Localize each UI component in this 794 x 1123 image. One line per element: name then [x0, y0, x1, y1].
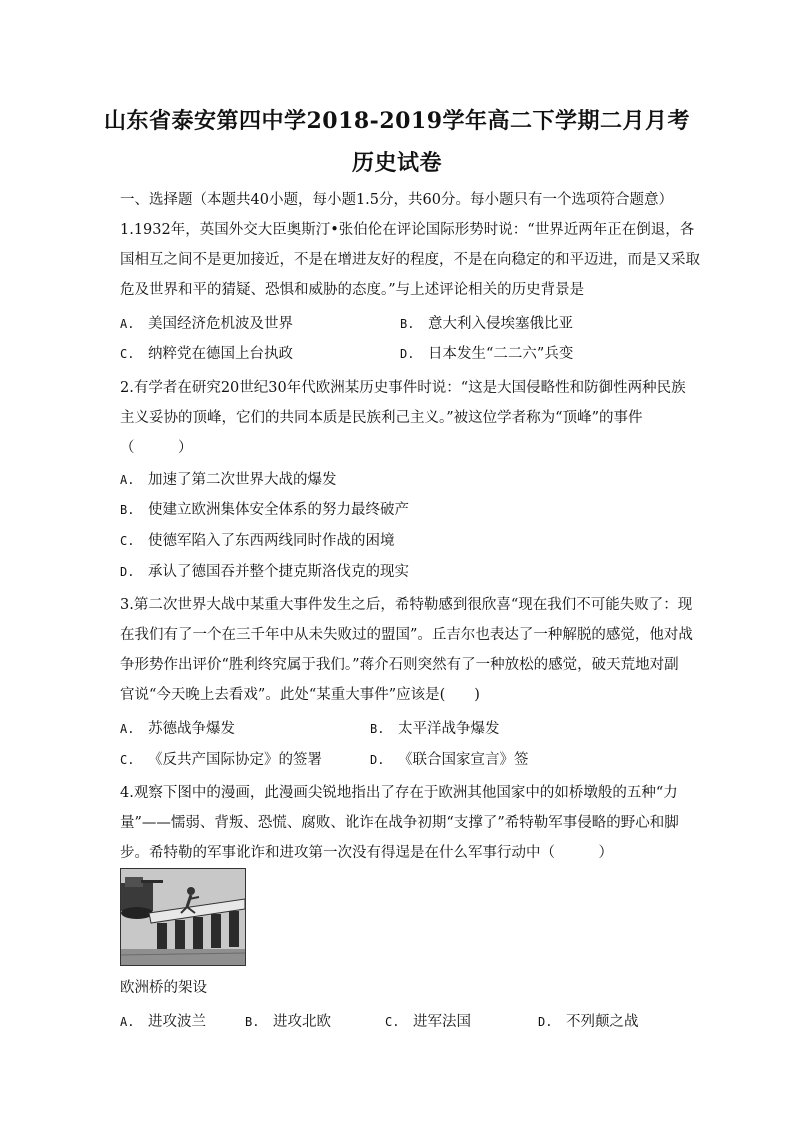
q2-line-1: 2.有学者在研究20世纪30年代欧洲某历史事件时说：“这是大国侵略性和防御性两种民族 [120, 380, 686, 396]
q2-line-3: （ ） [120, 440, 193, 456]
q3-line-3: 争形势作出评价“胜利终究属于我们。”蒋介石则突然有了一种放松的感觉，破天荒地对副 [120, 657, 679, 673]
q1-option-c: C. 纳粹党在德国上台执政 [120, 346, 293, 362]
exam-subtitle: 历史试卷 [351, 150, 442, 176]
q1-option-a: A. 美国经济危机波及世界 [120, 316, 293, 332]
q2-option-c: C. 使德军陷入了东西两线同时作战的困境 [120, 533, 395, 549]
q4-option-a: A. 进攻波兰 [120, 1014, 206, 1030]
q1-option-d: D. 日本发生“二二六”兵变 [400, 346, 574, 362]
q3-option-c: C. 《反共产国际协定》的签署 [120, 752, 322, 768]
q3-option-b: B. 太平洋战争爆发 [370, 721, 500, 737]
q1-line-1: 1.1932年，英国外交大臣奥斯汀•张伯伦在评论国际形势时说：“世界近两年正在倒退，各 [120, 222, 695, 238]
q2-option-d: D. 承认了德国吞并整个捷克斯洛伐克的现实 [120, 564, 409, 580]
europe-bridge-cartoon-image [120, 868, 246, 966]
q3-line-1: 3.第二次世界大战中某重大事件发生之后，希特勒感到很欣喜“现在我们不可能失败了：现 [120, 597, 693, 613]
q4-option-c: C. 进军法国 [385, 1014, 471, 1030]
q4-option-d: D. 不列颠之战 [538, 1014, 639, 1030]
q4-line-3: 步。希特勒的军事讹诈和进攻第一次没有得逞是在什么军事行动中（ ） [120, 845, 613, 861]
q4-option-b: B. 进攻北欧 [245, 1014, 331, 1030]
q1-line-2: 国相互之间不是更加接近，不是在增进友好的程度，不是在向稳定的和平迈进，而是又采取 [120, 252, 700, 268]
q2-option-b: B. 使建立欧洲集体安全体系的努力最终破产 [120, 502, 409, 518]
section-header: 一、选择题（本题共40小题，每小题1.5分，共60分。每小题只有一个选项符合题意） [120, 192, 673, 208]
q3-line-2: 在我们有了一个在三千年中从未失败过的盟国”。丘吉尔也表达了一种解脱的感觉，他对战 [120, 627, 693, 643]
q2-line-2: 主义妥协的顶峰，它们的共同本质是民族利己主义。”被这位学者称为“顶峰”的事件 [120, 410, 643, 426]
q4-line-2: 量”——懦弱、背叛、恐慌、腐败、讹诈在战争初期“支撑了”希特勒军事侵略的野心和脚 [120, 815, 679, 831]
q3-option-a: A. 苏德战争爆发 [120, 721, 235, 737]
q2-option-a: A. 加速了第二次世界大战的爆发 [120, 472, 337, 488]
q4-line-1: 4.观察下图中的漫画，此漫画尖锐地指出了存在于欧洲其他国家中的如桥墩般的五种“力 [120, 785, 678, 801]
q3-line-4: 官说“今天晚上去看戏”。此处“某重大事件”应该是( ) [120, 687, 480, 703]
q3-option-d: D. 《联合国家宣言》签 [370, 752, 529, 768]
cartoon-caption: 欧洲桥的架设 [120, 980, 207, 996]
q1-line-3: 危及世界和平的猜疑、恐惧和威胁的态度。”与上述评论相关的历史背景是 [120, 282, 585, 298]
exam-title: 山东省泰安第四中学2018-2019学年高二下学期二月月考 [103, 108, 691, 134]
q1-option-b: B. 意大利入侵埃塞俄比亚 [400, 316, 573, 332]
